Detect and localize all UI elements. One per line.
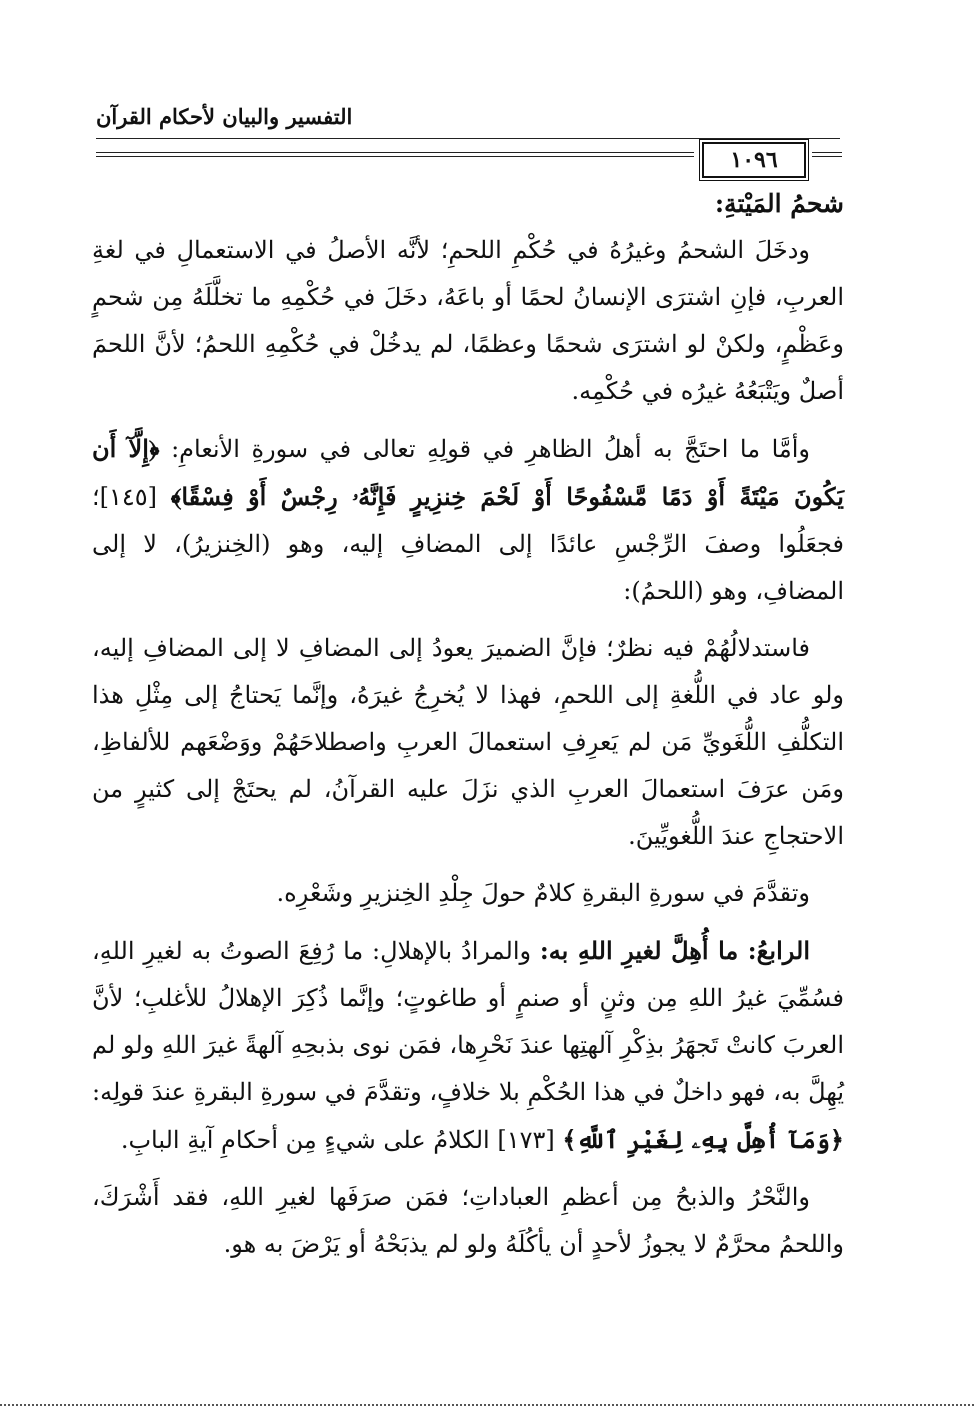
quran-verse-anam: ﴿إِلَّآ أَن يَكُونَ مَيْتَةً أَوْ دَمًا مَّسْفُوحًا أَوْ لَحْمَ خِنزِيرٍ فَإِنَّهُۥ رِجْسٌ أَوْ فِسْقًا﴾	[92, 434, 844, 511]
paragraph-fourth-category	[92, 927, 844, 1164]
paragraph-continuation: [١٤٥]؛ فجعَلُوا وصفَ الرِّجْسِ عائدًا إلى المضافِ إليه، وهو (الخِنزيرُ)، لا إلى المضافِ، وهو (اللحمُ):	[92, 483, 844, 605]
page-number: ١٠٩٦	[730, 147, 778, 173]
paragraph-intro: وأمَّا ما احتَجَّ به أهلُ الظاهرِ في قولِهِ تعالى في سورةِ الأنعامِ:	[171, 435, 810, 463]
header-rule	[96, 138, 840, 139]
section-heading: شحمُ المَيْتةِ:	[714, 189, 844, 218]
header-rule-right-2	[812, 156, 842, 157]
quran-verse-baqarah: ﴿وَمَآ أُهِلَّ بِهِۦ لِغَيْرِ ٱللَّهِ﴾	[562, 1125, 844, 1154]
paragraph-continuation: [١٧٣] الكلامُ على شيءٍ مِن أحكامِ آيةِ البابِ.	[120, 1126, 555, 1154]
header-rule-right-1	[812, 152, 842, 153]
paragraph-zahiri-argument	[92, 425, 844, 615]
paragraph-fat-ruling: ودخَلَ الشحمُ وغيرُهُ في حُكْمِ اللحمِ؛ لأنَّه الأصلُ في الاستعمالِ في لغةِ العربِ، فإنِ اشترَى الإنسانُ لحمًا أو باعَهُ، دخَلَ في حُكْمِهِ ما تخلَّلَهُ مِن شحمٍ وعَظْمٍ، ولكنْ لو اشترَى شحمًا وعظمًا، لم يدخُلْ في حُكْمِهِ اللحمُ؛ لأنَّ اللحمَ أصلٌ ويَتْبَعُهُ غيرُه في حُكْمِه.	[92, 236, 844, 405]
header-rule-double-2	[96, 156, 694, 157]
paragraph-text: والمرادُ بالإهلالِ: ما رُفِعَ الصوتُ به لغيرِ اللهِ، فسُمِّيَ غيرُ اللهِ مِن وثنٍ أو صنمٍ أو طاغوتٍ؛ وإنَّما ذُكِرَ الإهلالُ للأغلبِ؛ لأنَّ العربَ كانتْ تَجهَرُ بذِكْرِ آلهتِها عندَ نَحْرِها، فمَن نوى بذبحِهِ آلهةً غيرَ اللهِ ولو لم يُهِلَّ به، فهو داخلٌ في هذا الحُكْمِ بلا خلافٍ، وتقدَّمَ في سورةِ البقرةِ عندَ قولِه:	[92, 937, 845, 1106]
paragraph-sacrifice: والنَّحْرُ والذبحُ مِن أعظمِ العباداتِ؛ فمَن صرَفَها لغيرِ اللهِ، فقد أَشْرَكَ، واللحمُ محرَّمٌ لا يجوزُ لأحدٍ أن يأكُلَهُ ولو لم يذبَحْهُ أو يَرْضَ به هو.	[92, 1183, 844, 1258]
paragraph-rebuttal: فاستدلالُهُمْ فيه نظرٌ؛ فإنَّ الضميرَ يعودُ إلى المضافِ لا إلى المضافِ إليه، ولو عاد في اللُّغةِ إلى اللحمِ، فهذا لا يُخرِجُ غيرَهُ، وإنَّما يَحتاجُ إلى مِثْلِ هذا التكلُّفِ اللُّغَويِّ مَن لم يَعرِفِ استعمالَ العربِ واصطلاحَهُمْ ووَضْعَهم للألفاظِ، ومَن عرَفَ استعمالَ العربِ الذي نزَلَ عليه القرآنُ، لم يحتَجْ إلى كثيرٍ من الاحتجاجِ عندَ اللُّغويِّينَ.	[92, 634, 845, 850]
page-body	[92, 180, 844, 1268]
subheading-fourth: الرابعُ: ما أُهِلَّ لغيرِ اللهِ به:	[539, 936, 810, 965]
header-rule-double-1	[96, 152, 694, 153]
paragraph-cross-reference: وتقدَّمَ في سورةِ البقرةِ كلامٌ حولَ جِلْدِ الخِنزيرِ وشَعْرِه.	[276, 879, 810, 907]
footer-dotted-rule	[0, 1404, 974, 1406]
page-number-box	[702, 142, 806, 178]
running-header-title: التفسير والبيان لأحكام القرآن	[96, 104, 353, 129]
